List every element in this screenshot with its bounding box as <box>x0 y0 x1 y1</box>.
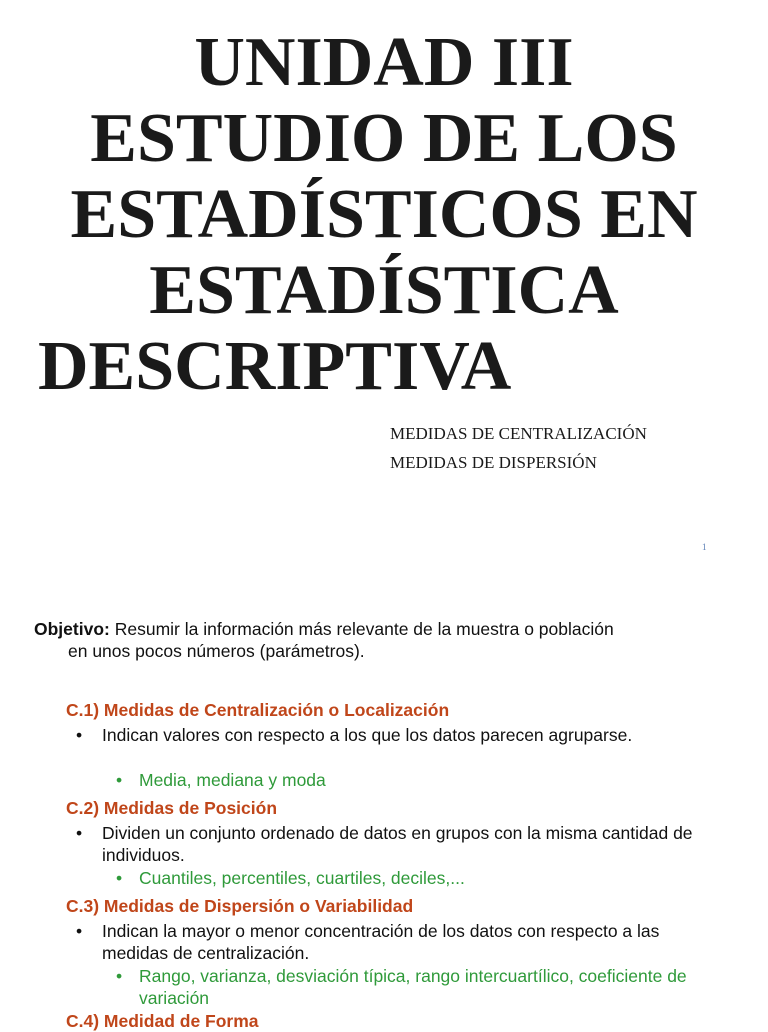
bullet-c1 <box>76 724 696 746</box>
title-line-4: ESTADÍSTICA <box>149 252 619 329</box>
objective-paragraph <box>34 618 734 662</box>
bullet-dot: • <box>76 921 83 941</box>
objective-text-2: en unos pocos números (parámetros). <box>68 641 365 661</box>
bullet-text-c3: Indican la mayor o menor concentración de los datos con respecto a las medidas de centralización. <box>102 921 660 963</box>
title-line-1: UNIDAD III <box>194 24 574 101</box>
bullet-dot: • <box>76 823 83 843</box>
subtitle-centralizacion: MEDIDAS DE CENTRALIZACIÓN <box>390 424 647 443</box>
section-heading-c4: C.4) Medidad de Forma <box>66 1011 259 1031</box>
content-slide <box>0 610 768 1031</box>
subtitle-dispersion: MEDIDAS DE DISPERSIÓN <box>390 453 597 472</box>
section-heading-c1: C.1) Medidas de Centralización o Localización <box>66 700 450 720</box>
bullet-dot: • <box>76 725 83 745</box>
title-line-5: DESCRIPTIVA <box>38 328 512 405</box>
bullet-dot: • <box>116 770 123 790</box>
bullet-dot: • <box>116 966 123 986</box>
sub-bullet-text-c3: Rango, varianza, desviación típica, rango intercuartílico, coeficiente de variación <box>139 966 687 1008</box>
sub-bullet-c2 <box>116 867 716 889</box>
bullet-text-c2: Dividen un conjunto ordenado de datos en grupos con la misma cantidad de individuos. <box>102 823 693 865</box>
section-heading-c2: C.2) Medidas de Posición <box>66 798 278 818</box>
title-line-3: ESTADÍSTICOS EN <box>70 176 698 253</box>
title-line-2: ESTUDIO DE LOS <box>90 100 678 177</box>
sub-bullet-text-c2: Cuantiles, percentiles, cuartiles, deciles,... <box>139 868 465 888</box>
bullet-dot: • <box>116 868 123 888</box>
objective-label: Objetivo: <box>34 619 110 639</box>
sub-bullet-c1 <box>116 769 716 791</box>
bullet-c2 <box>76 822 696 866</box>
bullet-text-c1: Indican valores con respecto a los que los datos parecen agruparse. <box>102 725 633 745</box>
sub-bullet-c3 <box>116 965 716 1009</box>
page-number: 1 <box>702 542 707 552</box>
objective-text-1: Resumir la información más relevante de la muestra o población <box>114 619 614 639</box>
sub-bullet-text-c1: Media, mediana y moda <box>139 770 326 790</box>
bullet-c3 <box>76 920 696 964</box>
section-heading-c3: C.3) Medidas de Dispersión o Variabilidad <box>66 896 414 916</box>
